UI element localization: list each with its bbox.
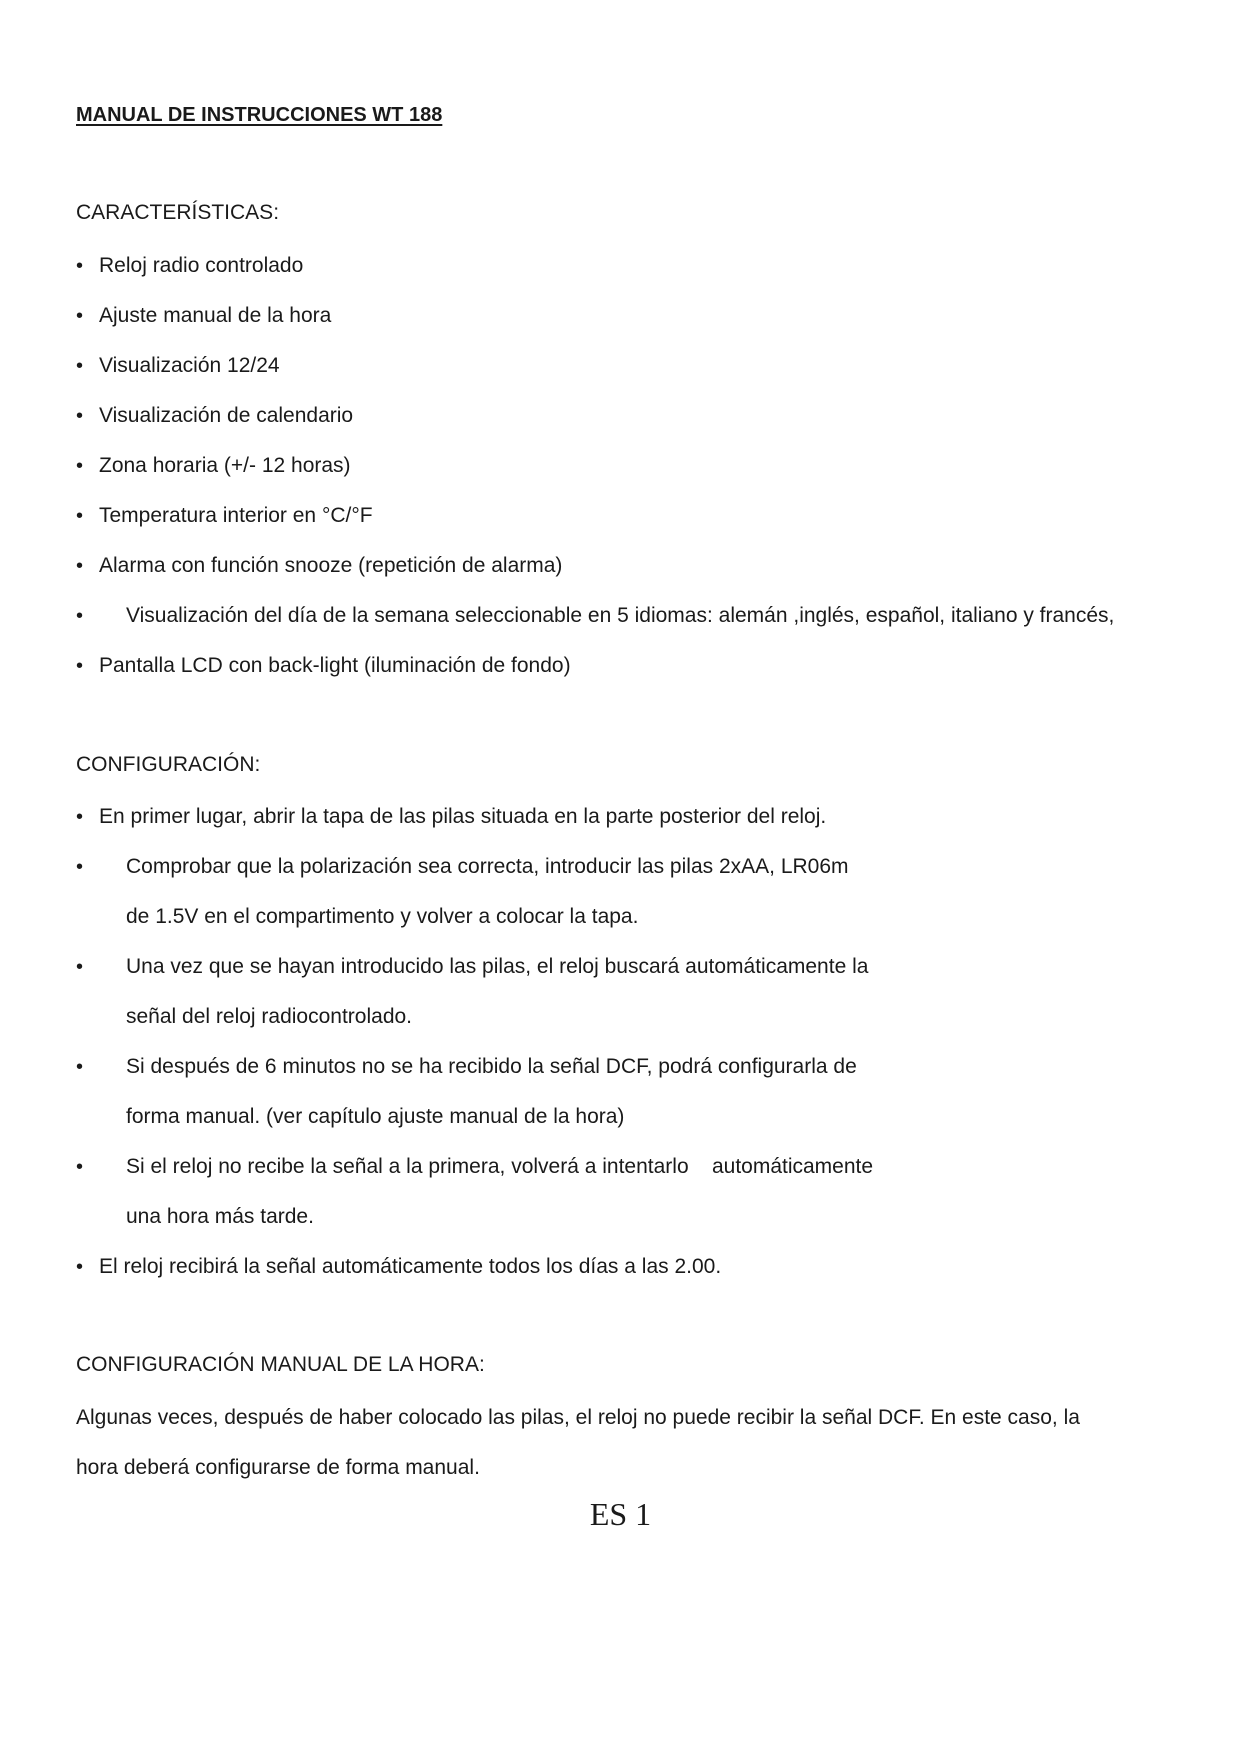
feature-item: Alarma con función snooze (repetición de alarma) bbox=[99, 554, 563, 577]
bullet-icon: • bbox=[76, 1056, 84, 1078]
bullet-icon: • bbox=[76, 405, 84, 427]
bullet-icon: • bbox=[76, 956, 84, 978]
setup-item-continuation: señal del reloj radiocontrolado. bbox=[126, 1005, 413, 1028]
feature-item: Visualización del día de la semana seleccionable en 5 idiomas: alemán ,inglés, español, italiano y francés, bbox=[126, 604, 1115, 627]
manual-time-heading: CONFIGURACIÓN MANUAL DE LA HORA: bbox=[76, 1353, 485, 1376]
setup-item: Comprobar que la polarización sea correcta, introducir las pilas 2xAA, LR06m bbox=[126, 855, 849, 878]
manual-time-paragraph: Algunas veces, después de haber colocado las pilas, el reloj no puede recibir la señal DCF. En este caso, la bbox=[76, 1406, 1080, 1429]
setup-item-continuation: una hora más tarde. bbox=[126, 1205, 314, 1228]
page-number: ES 1 bbox=[589, 1496, 652, 1532]
feature-item: Ajuste manual de la hora bbox=[99, 304, 332, 327]
manual-time-paragraph-continuation: hora deberá configurarse de forma manual. bbox=[76, 1456, 480, 1479]
setup-item: Una vez que se hayan introducido las pilas, el reloj buscará automáticamente la bbox=[126, 955, 869, 978]
bullet-icon: • bbox=[76, 455, 84, 477]
feature-item: Visualización de calendario bbox=[99, 404, 354, 427]
bullet-icon: • bbox=[76, 555, 84, 577]
document-title: MANUAL DE INSTRUCCIONES WT 188 bbox=[76, 104, 443, 126]
feature-item: Temperatura interior en °C/°F bbox=[99, 504, 373, 527]
bullet-icon: • bbox=[76, 505, 84, 527]
features-heading: CARACTERÍSTICAS: bbox=[76, 201, 280, 224]
feature-item: Pantalla LCD con back-light (iluminación de fondo) bbox=[99, 654, 571, 677]
bullet-icon: • bbox=[76, 1156, 84, 1178]
bullet-icon: • bbox=[76, 255, 84, 277]
bullet-icon: • bbox=[76, 355, 84, 377]
setup-item: Si el reloj no recibe la señal a la primera, volverá a intentarlo automáticamente bbox=[126, 1155, 874, 1178]
feature-item: Zona horaria (+/- 12 horas) bbox=[99, 454, 351, 477]
feature-item: Visualización 12/24 bbox=[99, 354, 280, 377]
bullet-icon: • bbox=[76, 655, 84, 677]
bullet-icon: • bbox=[76, 605, 84, 627]
bullet-icon: • bbox=[76, 1256, 84, 1278]
setup-item-continuation: forma manual. (ver capítulo ajuste manual de la hora) bbox=[126, 1105, 625, 1128]
setup-item: En primer lugar, abrir la tapa de las pilas situada en la parte posterior del reloj. bbox=[99, 805, 827, 828]
bullet-icon: • bbox=[76, 305, 84, 327]
feature-item: Reloj radio controlado bbox=[99, 254, 304, 277]
setup-item-continuation: de 1.5V en el compartimento y volver a colocar la tapa. bbox=[126, 905, 639, 928]
bullet-icon: • bbox=[76, 856, 84, 878]
setup-item: Si después de 6 minutos no se ha recibido la señal DCF, podrá configurarla de bbox=[126, 1055, 857, 1078]
setup-heading: CONFIGURACIÓN: bbox=[76, 753, 261, 776]
bullet-icon: • bbox=[76, 806, 84, 828]
setup-item: El reloj recibirá la señal automáticamente todos los días a las 2.00. bbox=[99, 1255, 722, 1278]
